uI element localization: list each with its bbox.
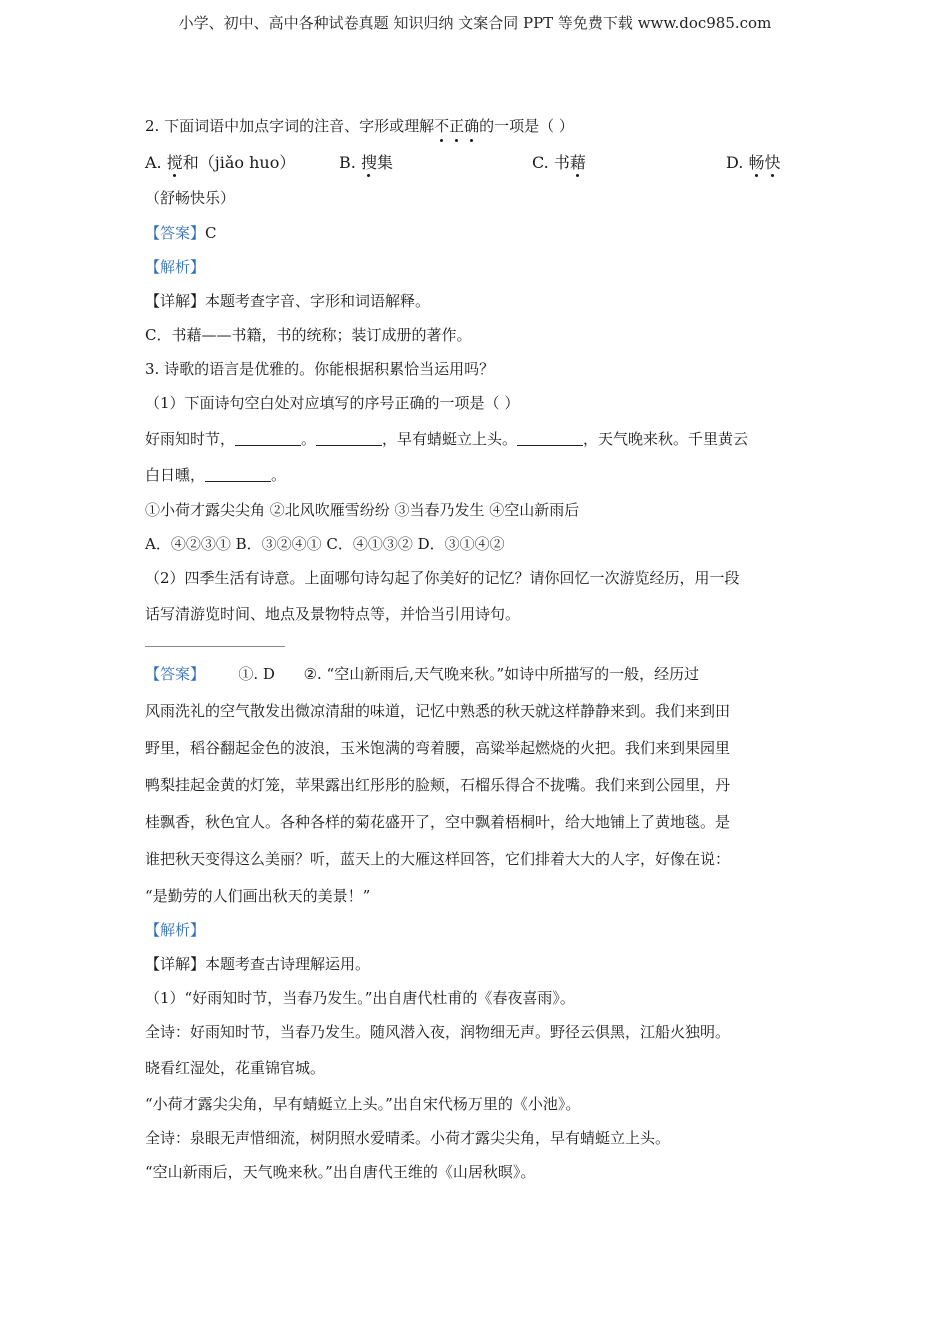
q2-option-d-explain: （舒畅快乐） (145, 189, 236, 207)
q3-line-3: 晓看红湿处，花重锦官城。 (145, 1059, 326, 1077)
emphasis-char: 不 (434, 114, 449, 138)
q3-sub2-line1: （2）四季生活有诗意。上面哪句诗勾起了你美好的记忆？请你回忆一次游览经历，用一段 (145, 569, 740, 587)
document-body (145, 114, 810, 1184)
q3-options: A．④②③① B．③②④① C．④①③② D．③①④② (145, 535, 505, 553)
q3-answer-line-7: “是勤劳的人们画出秋天的美景！” (145, 887, 371, 905)
q3-choices: ①小荷才露尖尖角 ②北风吹雁雪纷纷 ③当春乃发生 ④空山新雨后 (145, 501, 580, 519)
q2-option-b: B. 搜集 (339, 150, 393, 173)
emphasis-char: 正 (449, 114, 464, 138)
q3-stem: 3. 诗歌的语言是优雅的。你能根据积累恰当运用吗？ (145, 360, 495, 378)
q2-detail: 【详解】本题考查字音、字形和词语解释。 (145, 292, 431, 310)
q2-option-a: A. 搅和（jiǎo huo） (145, 150, 295, 173)
blank-2 (316, 429, 382, 446)
q3-detail: 【详解】本题考查古诗理解运用。 (145, 955, 371, 973)
q2-answer: 【答案】C (145, 224, 217, 242)
q3-sub2-line2: 话写清游览时间、地点及景物特点等，并恰当引用诗句。 (145, 605, 521, 623)
q3-line-4: “小荷才露尖尖角，早有蜻蜓立上头。”出自宋代杨万里的《小池》。 (145, 1095, 581, 1113)
q2-analysis-label: 【解析】 (145, 258, 206, 276)
q2-stem-dotted (434, 117, 479, 135)
q3-answer-line-3: 野里，稻谷翻起金色的波浪，玉米饱满的弯着腰，高粱举起燃烧的火把。我们来到果园里 (145, 739, 731, 757)
q2-explain: C．书藉——书籍，书的统称；装订成册的著作。 (145, 326, 472, 344)
q2-stem: 2. 下面词语中加点字词的注音、字形或理解不正确的一项是（ ） (145, 114, 810, 138)
q3-line-2: 全诗：好雨知时节，当春乃发生。随风潜入夜，润物细无声。野径云俱黑，江船火独明。 (145, 1023, 731, 1041)
q3-analysis-label: 【解析】 (145, 921, 206, 939)
q3-answer-line-5: 桂飘香，秋色宜人。各种各样的菊花盛开了，空中飘着梧桐叶，给大地铺上了黄地毯。是 (145, 813, 731, 831)
q3-line-5: 全诗：泉眼无声惜细流，树阴照水爱晴柔。小荷才露尖尖角，早有蜻蜓立上头。 (145, 1129, 671, 1147)
q2-option-c: C. 书藉 (532, 150, 586, 173)
q3-answer-line-2: 风雨洗礼的空气散发出微凉清甜的味道，记忆中熟悉的秋天就这样静静来到。我们来到田 (145, 702, 731, 720)
q3-poem-line1: 好雨知时节， 。 ，早有蜻蜓立上头。 ，天气晚来秋。千里黄云 (145, 430, 749, 448)
blank-4 (205, 465, 271, 482)
q2-options (145, 150, 810, 174)
q3-poem-line2: 白日曛， 。 (145, 466, 287, 484)
q3-answer-line-4: 鸭梨挂起金黄的灯笼，苹果露出红彤彤的脸颊，石榴乐得合不拢嘴。我们来到公园里，丹 (145, 776, 731, 794)
q3-answer-line-6: 谁把秋天变得这么美丽？听，蓝天上的大雁这样回答，它们排着大大的人字，好像在说： (145, 850, 731, 868)
page-header: 小学、初中、高中各种试卷真题 知识归纳 文案合同 PPT 等免费下载 www.doc985.com (178, 14, 772, 32)
q3-answer-line-1: 【答案】 ①. D ②. “空山新雨后,天气晚来秋。”如诗中所描写的一般，经历过 (145, 665, 700, 683)
q3-line-6: “空山新雨后，天气晚来秋。”出自唐代王维的《山居秋暝》。 (145, 1163, 536, 1181)
q2-option-d: D. 畅快 (726, 150, 780, 173)
blank-1 (235, 429, 301, 446)
blank-3 (517, 429, 583, 446)
q3-line-1: （1）“好雨知时节，当春乃发生。”出自唐代杜甫的《春夜喜雨》。 (145, 989, 575, 1007)
emphasis-char: 确 (464, 114, 479, 138)
q3-sub1: （1）下面诗句空白处对应填写的序号正确的一项是（ ） (145, 394, 520, 412)
